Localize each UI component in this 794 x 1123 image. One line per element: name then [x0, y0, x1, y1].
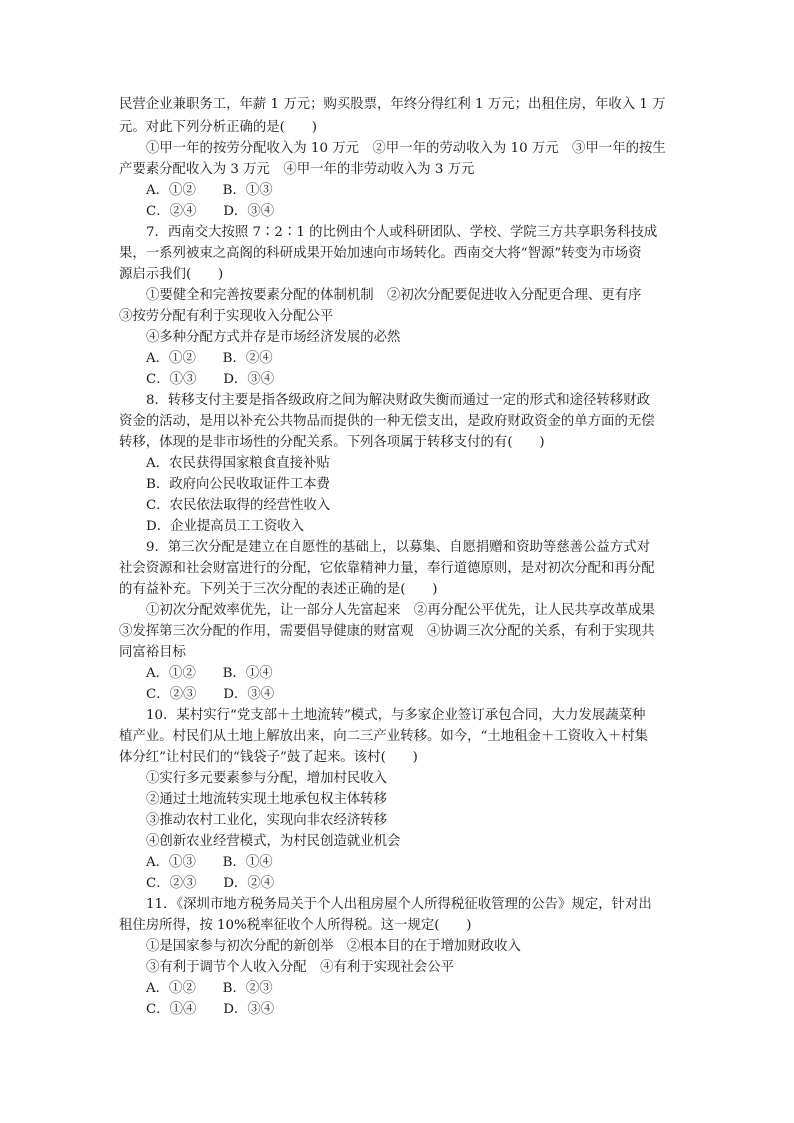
q9-option-row-2: C．②③ D．③④: [146, 687, 275, 702]
q6-option-row-2: C．②④ D．③④: [146, 204, 275, 219]
q6-statement-line-2: 产要素分配收入为 3 万元 ④甲一年的非劳动收入为 3 万元: [119, 162, 475, 177]
q11-statement-line-1: ①是国家参与初次分配的新创举 ②根本目的在于增加财政收入: [146, 939, 521, 954]
q8-stem-line-1: 8．转移支付主要是指各级政府之间为解决财政失衡而通过一定的形式和途径转移财政: [146, 393, 650, 408]
q10-statement-1: ①实行多元要素参与分配，增加村民收入: [146, 771, 388, 786]
q10-option-row-1: A．①③ B．①④: [146, 855, 273, 870]
q9-statement-line-1: ①初次分配效率优先，让一部分人先富起来 ②再分配公平优先，让人民共享改革成果: [146, 603, 655, 618]
q7-stem-line-3: 源启示我们( ): [119, 267, 224, 282]
q6-option-row-1: A．①② B．①③: [146, 183, 273, 198]
q9-stem-line-1: 9．第三次分配是建立在自愿性的基础上，以募集、自愿捐赠和资助等慈善公益方式对: [146, 540, 650, 555]
q10-statement-4: ④创新农业经营模式，为村民创造就业机会: [146, 834, 401, 849]
q7-option-row-1: A．①② B．②④: [146, 351, 273, 366]
q8-option-a: A．农民获得国家粮食直接补贴: [146, 456, 330, 471]
q11-option-row-2: C．①④ D．③④: [146, 1002, 275, 1017]
q7-option-row-2: C．①③ D．③④: [146, 372, 275, 387]
q9-option-row-1: A．①② B．①④: [146, 666, 273, 681]
q7-stem-line-1: 7．西南交大按照 7∶2∶1 的比例由个人或科研团队、学校、学院三方共享职务科技成: [146, 225, 658, 240]
q8-option-d: D．企业提高员工工资收入: [146, 519, 305, 534]
q8-option-b: B．政府向公民收取证件工本费: [146, 477, 330, 492]
q10-option-row-2: C．②③ D．②④: [146, 876, 275, 891]
q7-statement-line-1: ①要健全和完善按要素分配的体制机制 ②初次分配要促进收入分配更合理、更有序: [146, 288, 642, 303]
q11-option-row-1: A．①② B．②③: [146, 981, 273, 996]
q10-statement-3: ③推动农村工业化，实现向非农经济转移: [146, 813, 388, 828]
q11-stem-line-1: 11．《深圳市地方税务局关于个人出租房屋个人所得税征收管理的公告》规定，针对出: [146, 897, 652, 912]
q7-statement-line-3: ④多种分配方式并存是市场经济发展的必然: [146, 330, 401, 345]
q9-statement-line-2: ③发挥第三次分配的作用，需要倡导健康的财富观 ④协调三次分配的关系，有利于实现共: [119, 624, 655, 639]
q9-stem-line-2: 社会资源和社会财富进行的分配，它依靠精神力量，奉行道德原则，是对初次分配和再分配: [119, 561, 655, 576]
q7-stem-line-2: 果，一系列被束之高阁的科研成果开始加速向市场转化。西南交大将“智源”转变为市场资: [119, 246, 642, 261]
q10-statement-2: ②通过土地流转实现土地承包权主体转移: [146, 792, 388, 807]
q6-statement-line-1: ①甲一年的按劳分配收入为 10 万元 ②甲一年的劳动收入为 10 万元 ③甲一年的按生: [146, 141, 666, 156]
q8-option-c: C．农民依法取得的经营性收入: [146, 498, 331, 513]
q6-stem-line-2: 元。对此下列分析正确的是( ): [119, 120, 317, 135]
q9-statement-line-3: 同富裕目标: [119, 645, 186, 660]
q11-statement-line-2: ③有利于调节个人收入分配 ④有利于实现社会公平: [146, 960, 454, 975]
q7-statement-line-2: ③按劳分配有利于实现收入分配公平: [119, 309, 334, 324]
q11-stem-line-2: 租住房所得，按 10%税率征收个人所得税。这一规定( ): [119, 918, 472, 933]
q10-stem-line-1: 10．某村实行“党支部＋土地流转”模式，与多家企业签订承包合同，大力发展蔬菜种: [146, 708, 646, 723]
q10-stem-line-3: 体分红”让村民们的“钱袋子”鼓了起来。该村( ): [119, 750, 418, 765]
q10-stem-line-2: 植产业。村民们从土地上解放出来，向二三产业转移。如今，“土地租金＋工资收入＋村集: [119, 729, 649, 744]
q9-stem-line-3: 的有益补充。下列关于三次分配的表述正确的是( ): [119, 582, 438, 597]
q8-stem-line-2: 资金的活动，是用以补充公共物品而提供的一种无偿支出，是政府财政资金的单方面的无偿: [119, 414, 655, 429]
q6-stem-line-1: 民营企业兼职务工，年薪 1 万元；购买股票，年终分得红利 1 万元；出租住房，年收入 1 万: [119, 97, 666, 112]
q8-stem-line-3: 转移，体现的是非市场性的分配关系。下列各项属于转移支付的有( ): [119, 435, 545, 450]
